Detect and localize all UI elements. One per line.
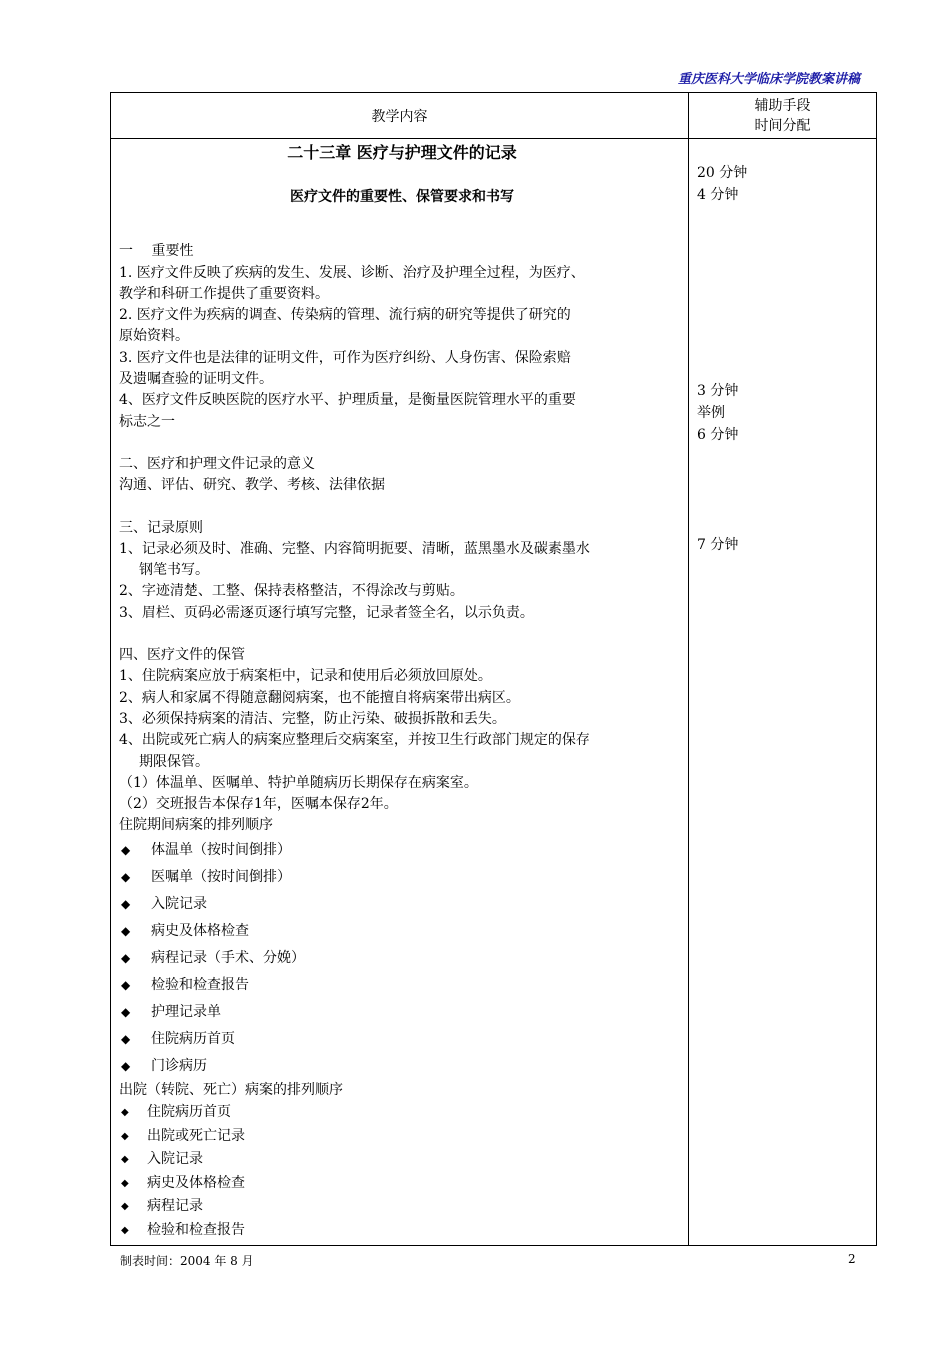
list-item: ◆ 入院记录 [119, 1148, 685, 1172]
discharge-order-title: 出院（转院、死亡）病案的排列顺序 [119, 1081, 343, 1098]
school-header: 重庆医科大学临床学院教案讲稿 [677, 72, 860, 87]
header-divider [111, 138, 876, 139]
s3-para: 3、眉栏、页码必需逐页逐行填写完整，记录者签全名，以示负责。 [119, 604, 534, 621]
list-item: ◆ 门诊病历 [119, 1053, 685, 1080]
s3-para: 钢笔书写。 [139, 562, 209, 579]
s4-para: 期限保管。 [139, 753, 209, 770]
s4-para: 2、病人和家属不得随意翻阅病案，也不能擅自将病案带出病区。 [119, 689, 520, 706]
time-allocation: 7 分钟 [697, 537, 739, 553]
page-number: 2 [848, 1252, 856, 1266]
lesson-table [110, 92, 877, 1246]
inpatient-order-title: 住院期间病案的排列顺序 [119, 817, 273, 834]
list-item: ◆ 体温单（按时间倒排） [119, 837, 685, 864]
list-item: ◆ 病程记录 [119, 1195, 685, 1219]
footer-made-time: 制表时间：2004 年 8 月 [120, 1254, 254, 1268]
s1-para: 教学和科研工作提供了重要资料。 [119, 285, 329, 302]
content-cell [119, 141, 685, 1243]
s3-para: 2、字迹清楚、工整、保持表格整洁，不得涂改与剪贴。 [119, 583, 464, 600]
s1-para: 3. 医疗文件也是法律的证明文件，可作为医疗纠纷、人身伤害、保险索赔 [119, 349, 571, 366]
chapter-title: 二十三章 医疗与护理文件的记录 [287, 143, 517, 162]
s4-para: 4、出院或死亡病人的病案应整理后交病案室，并按卫生行政部门规定的保存 [119, 732, 590, 749]
list-item: ◆ 出院或死亡记录 [119, 1125, 685, 1149]
s4-para: 3、必须保持病案的清洁、完整，防止污染、破损拆散和丢失。 [119, 710, 506, 727]
teaching-aid: 举例 [697, 405, 725, 421]
list-item: ◆ 住院病历首页 [119, 1101, 685, 1125]
s1-para: 及遗嘱查验的证明文件。 [119, 371, 273, 388]
aid-column-header [689, 93, 876, 138]
s3-para: 1、记录必须及时、准确、完整、内容简明扼要、清晰，蓝黑墨水及碳素墨水 [119, 540, 590, 557]
list-item: ◆ 检验和检查报告 [119, 1219, 685, 1243]
list-item: ◆ 病程记录（手术、分娩） [119, 945, 685, 972]
s4-para: 1、住院病案应放于病案柜中，记录和使用后必须放回原处。 [119, 668, 492, 685]
list-item: ◆ 病史及体格检查 [119, 918, 685, 945]
s2-title: 二、医疗和护理文件记录的意义 [119, 455, 315, 472]
s1-para: 标志之一 [119, 413, 175, 430]
content-column-header: 教学内容 [371, 108, 428, 125]
list-item: ◆ 护理记录单 [119, 999, 685, 1026]
s1-para: 2. 医疗文件为疾病的调查、传染病的管理、流行病的研究等提供了研究的 [119, 307, 571, 324]
section-title: 医疗文件的重要性、保管要求和书写 [290, 189, 514, 205]
s1-para: 原始资料。 [119, 328, 189, 345]
list-item: ◆ 病史及体格检查 [119, 1172, 685, 1196]
time-allocation: 4 分钟 [697, 187, 739, 203]
list-item: ◆ 入院记录 [119, 891, 685, 918]
s1-para: 4、医疗文件反映医院的医疗水平、护理质量，是衡量医院管理水平的重要 [119, 392, 576, 409]
s4-para: （1）体温单、医嘱单、特护单随病历长期保存在病案室。 [119, 774, 478, 791]
aid-header-line2: 时间分配 [754, 117, 811, 134]
s4-title: 四、医疗文件的保管 [119, 647, 245, 664]
time-allocation: 20 分钟 [697, 165, 748, 181]
aid-header-line1: 辅助手段 [754, 97, 811, 114]
s1-title: 一 重要性 [119, 243, 194, 260]
list-item: ◆ 住院病历首页 [119, 1026, 685, 1053]
list-item: ◆ 医嘱单（按时间倒排） [119, 864, 685, 891]
s1-para: 1. 医疗文件反映了疾病的发生、发展、诊断、治疗及护理全过程，为医疗、 [119, 264, 585, 281]
list-item: ◆ 检验和检查报告 [119, 972, 685, 999]
time-allocation: 6 分钟 [697, 427, 739, 443]
column-divider [688, 93, 689, 1245]
s2-text: 沟通、评估、研究、教学、考核、法律依据 [119, 477, 385, 494]
s4-para: （2）交班报告本保存1年，医嘱本保存2年。 [119, 796, 398, 813]
s3-title: 三、记录原则 [119, 519, 203, 536]
time-allocation: 3 分钟 [697, 383, 739, 399]
